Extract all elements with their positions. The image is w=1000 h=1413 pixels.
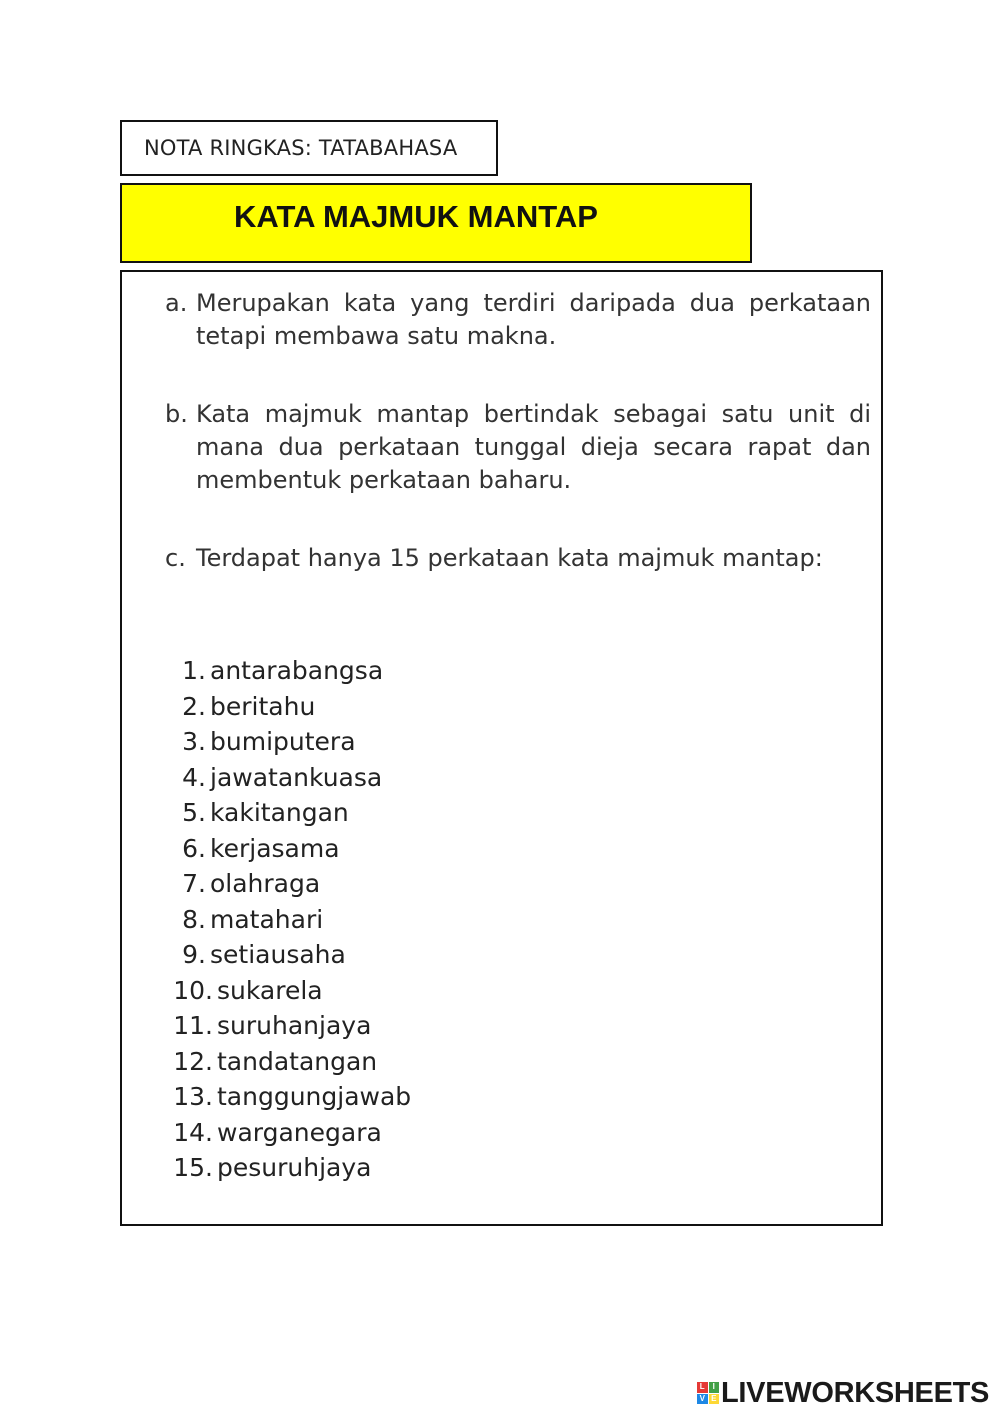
list-word: sukarela <box>217 975 323 1005</box>
list-word: kakitangan <box>210 798 349 827</box>
note-text: Merupakan kata yang terdiri daripada dua perkataan tetapi membawa satu makna. <box>196 289 871 350</box>
logo-tile: V <box>697 1394 708 1405</box>
list-number: 5. <box>182 798 206 827</box>
logo-tile: I <box>709 1382 720 1393</box>
logo-tile: E <box>709 1394 720 1405</box>
list-word: kerjasama <box>210 833 340 863</box>
note-text: Terdapat hanya 15 perkataan kata majmuk mantap: <box>196 544 823 572</box>
list-number: 12. <box>173 1046 213 1076</box>
list-number: 2. <box>182 691 206 721</box>
list-word: warganegara <box>217 1117 382 1147</box>
notes-panel <box>120 270 883 1226</box>
list-number: 7. <box>182 869 206 898</box>
list-word: suruhanjaya <box>217 1011 372 1040</box>
list-number: 15. <box>173 1153 213 1182</box>
note-marker: b. <box>165 400 188 428</box>
list-number: 6. <box>182 833 206 863</box>
list-word: matahari <box>210 904 324 934</box>
list-word: tanggungjawab <box>217 1082 412 1111</box>
liveworksheets-logo-icon <box>697 1382 719 1404</box>
list-word: bumiputera <box>210 727 356 756</box>
list-word: olahraga <box>210 869 321 898</box>
list-word: jawatankuasa <box>210 762 383 792</box>
list-number: 4. <box>182 762 206 792</box>
list-number: 1. <box>182 656 206 685</box>
list-number: 13. <box>173 1082 213 1111</box>
header-label-box <box>120 120 498 176</box>
note-text: Kata majmuk mantap bertindak sebagai satu unit di mana dua perkataan tunggal dieja secara rapat dan membentuk perkataan baharu. <box>196 400 871 494</box>
brand-name: LIVEWORKSHEETS <box>721 1376 990 1409</box>
list-number: 3. <box>182 727 206 756</box>
note-point-c <box>165 542 871 575</box>
list-word: beritahu <box>210 691 316 721</box>
list-word: pesuruhjaya <box>217 1153 372 1182</box>
list-number: 11. <box>173 1011 213 1040</box>
list-number: 14. <box>173 1117 213 1147</box>
note-point-a <box>165 287 871 353</box>
liveworksheets-watermark <box>697 1376 989 1410</box>
list-number: 10. <box>173 975 213 1005</box>
list-word: tandatangan <box>217 1046 378 1076</box>
title-banner <box>120 183 752 263</box>
note-marker: a. <box>165 289 188 317</box>
page-title: KATA MAJMUK MANTAP <box>234 199 598 234</box>
list-number: 9. <box>182 940 206 969</box>
list-word: setiausaha <box>210 940 346 969</box>
list-number: 8. <box>182 904 206 934</box>
header-label: NOTA RINGKAS: TATABAHASA <box>144 136 458 160</box>
list-word: antarabangsa <box>210 656 384 685</box>
note-point-b <box>165 398 871 497</box>
note-marker: c. <box>165 544 186 572</box>
logo-tile: L <box>697 1382 708 1393</box>
